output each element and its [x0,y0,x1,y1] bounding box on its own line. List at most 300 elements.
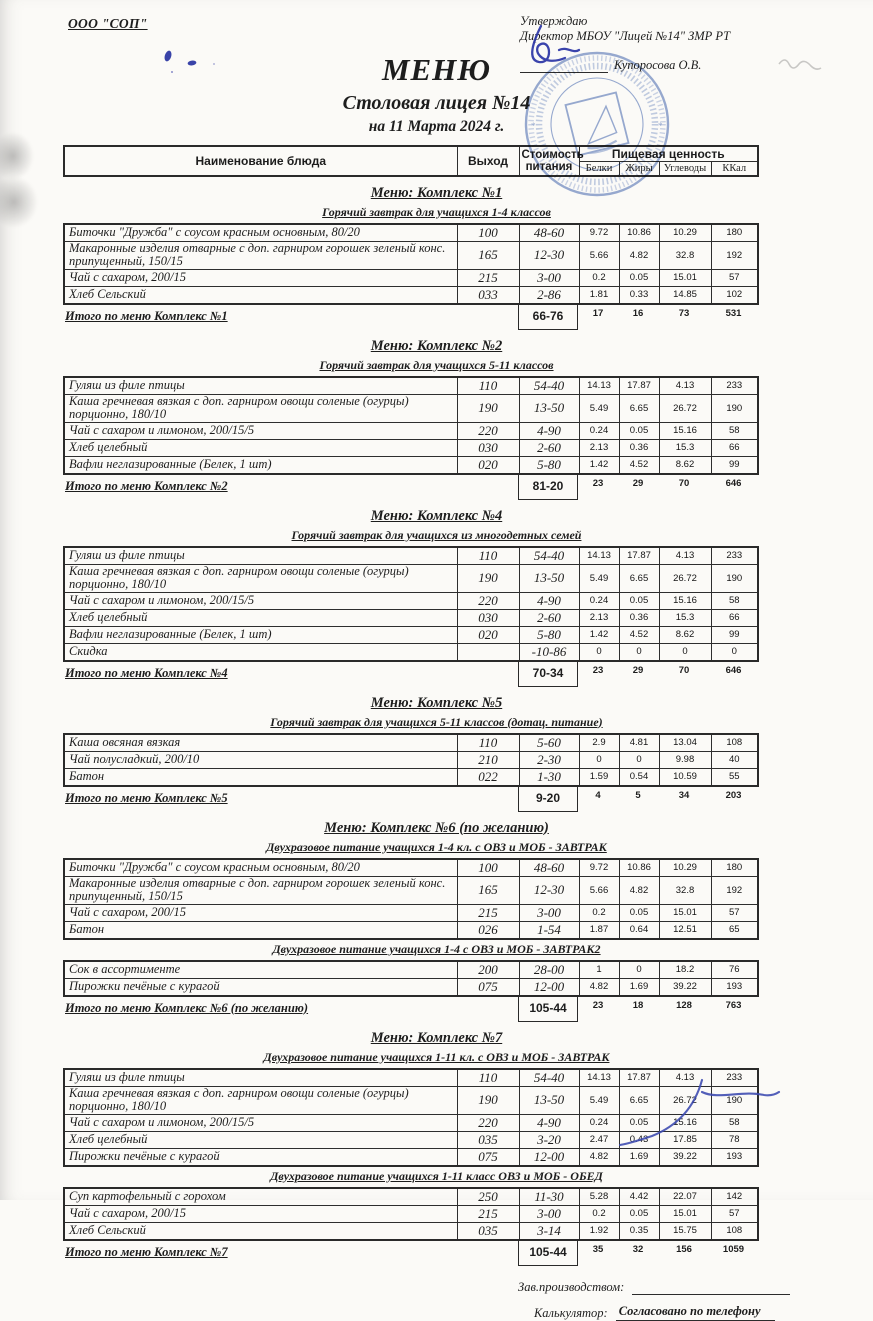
total-fat: 29 [632,477,644,489]
protein-cell: 2.9 [579,734,619,752]
section-subtitle: Двухразовое питание учащихся 1-4 с ОВЗ и МОБ - ЗАВТРАК2 [272,941,601,956]
dish-out-cell: 250 [457,1188,519,1206]
carbs-cell: 10.59 [659,768,711,786]
org-label: ООО "СОП" [68,16,148,31]
col-header-carbs: Углеводы [659,162,711,176]
section-total-row [63,787,757,812]
scan-smudge [0,132,34,180]
section-title: Меню: Комплекс №1 [370,184,503,201]
dish-row [64,377,758,395]
kcal-cell: 99 [711,626,758,643]
fat-cell: 0.43 [619,1131,659,1148]
dish-price-cell: 3-20 [519,1131,579,1148]
fat-cell: 0.05 [619,1114,659,1131]
fat-cell: 0.54 [619,768,659,786]
calculator-value: Согласовано по телефону [616,1304,775,1321]
dish-row [64,564,758,592]
section-subtitle: Двухразовое питание учащихся 1-4 кл. с ОВЗ и МОБ - ЗАВТРАК [266,839,607,854]
protein-cell: 0 [579,643,619,661]
fat-cell: 17.87 [619,1069,659,1087]
dish-name-cell: Хлеб Сельский [64,1222,457,1240]
dish-name-cell: Чай полусладкий, 200/10 [64,751,457,768]
total-kcal: 531 [725,307,742,319]
dish-name-cell: Хлеб целебный [64,439,457,456]
total-label: Итого по меню Комплекс №1 [65,308,228,323]
dish-name-cell: Гуляш из филе птицы [64,547,457,565]
fat-cell: 0.36 [619,609,659,626]
fat-cell: 4.52 [619,456,659,474]
dish-price-cell: 5-80 [519,456,579,474]
protein-cell: 5.49 [579,394,619,422]
kcal-cell: 190 [711,394,758,422]
dish-name-cell: Чай с сахаром и лимоном, 200/15/5 [64,422,457,439]
kcal-cell: 193 [711,978,758,996]
kcal-cell: 66 [711,439,758,456]
fat-cell: 0 [619,643,659,661]
carbs-cell: 32.8 [659,241,711,269]
approval-block [520,14,730,73]
section-total-row [63,1241,757,1266]
dish-name-cell: Чай с сахаром и лимоном, 200/15/5 [64,1114,457,1131]
total-carbs: 73 [678,307,690,319]
fat-cell: 17.87 [619,377,659,395]
fat-cell: 0 [619,961,659,979]
dish-name-cell: Гуляш из филе птицы [64,1069,457,1087]
fat-cell: 4.81 [619,734,659,752]
svg-text:*: * [531,121,536,131]
total-label: Итого по меню Комплекс №5 [65,790,228,805]
section-total-row [63,997,757,1022]
kcal-cell: 57 [711,1205,758,1222]
dish-price-cell: 54-40 [519,377,579,395]
dish-price-cell: 4-90 [519,1114,579,1131]
fat-cell: 6.65 [619,1086,659,1114]
total-carbs: 34 [678,789,690,801]
total-protein: 4 [595,789,601,801]
total-protein: 23 [592,664,604,676]
fat-cell: 0.35 [619,1222,659,1240]
dish-out-cell: 220 [457,592,519,609]
dish-price-cell: 12-30 [519,876,579,904]
dish-price-cell: -10-86 [519,643,579,661]
dish-price-cell: 12-00 [519,978,579,996]
carbs-cell: 15.01 [659,1205,711,1222]
menu-dish-table [63,858,759,940]
carbs-cell: 15.01 [659,269,711,286]
fat-cell: 1.69 [619,978,659,996]
carbs-cell: 26.72 [659,394,711,422]
protein-cell: 1.87 [579,921,619,939]
section-subtitle: Горячий завтрак для учащихся 5-11 классов (дотац. питание) [270,714,603,729]
fat-cell: 0.33 [619,286,659,304]
menu-section [0,820,873,1022]
dish-out-cell: 210 [457,751,519,768]
total-price: 70-34 [518,662,578,687]
manager-signature-line [632,1281,790,1295]
total-carbs: 70 [678,664,690,676]
total-fat: 29 [632,664,644,676]
kcal-cell: 66 [711,609,758,626]
carbs-cell: 15.16 [659,422,711,439]
section-title: Меню: Комплекс №6 (по желанию) [324,819,549,836]
kcal-cell: 233 [711,1069,758,1087]
page-title: МЕНЮ [381,52,492,87]
menu-section [0,695,873,812]
dish-out-cell: 165 [457,876,519,904]
carbs-cell: 4.13 [659,377,711,395]
dish-out-cell: 020 [457,626,519,643]
protein-cell: 4.82 [579,1148,619,1166]
carbs-cell: 22.07 [659,1188,711,1206]
protein-cell: 5.49 [579,1086,619,1114]
total-label: Итого по меню Комплекс №7 [65,1244,228,1259]
dish-price-cell: 2-60 [519,439,579,456]
kcal-cell: 233 [711,377,758,395]
dish-row [64,439,758,456]
dish-out-cell: 075 [457,1148,519,1166]
total-fat: 5 [635,789,641,801]
total-carbs: 70 [678,477,690,489]
dish-name-cell: Батон [64,921,457,939]
dish-price-cell: 2-30 [519,751,579,768]
dish-price-cell: 12-00 [519,1148,579,1166]
col-header-fat: Жиры [619,162,659,176]
dish-price-cell: 54-40 [519,547,579,565]
total-price: 105-44 [518,997,578,1022]
menu-section [0,508,873,687]
menu-dish-table [63,546,759,662]
dish-row [64,241,758,269]
dish-name-cell: Пирожки печёные с курагой [64,1148,457,1166]
col-header-nutrition: Пищевая ценность [579,146,758,162]
carbs-cell: 15.3 [659,609,711,626]
dish-out-cell: 200 [457,961,519,979]
carbs-cell: 18.2 [659,961,711,979]
dish-name-cell: Хлеб целебный [64,1131,457,1148]
dish-name-cell: Макаронные изделия отварные с доп. гарниром горошек зеленый конс. припущенный, 150/15 [64,241,457,269]
kcal-cell: 108 [711,734,758,752]
kcal-cell: 58 [711,422,758,439]
kcal-cell: 55 [711,768,758,786]
protein-cell: 1 [579,961,619,979]
fat-cell: 10.86 [619,859,659,877]
menu-dish-table [63,733,759,787]
fat-cell: 0.05 [619,904,659,921]
section-title: Меню: Комплекс №4 [370,507,503,524]
dish-row [64,1086,758,1114]
carbs-cell: 10.29 [659,224,711,242]
dish-name-cell: Чай с сахаром, 200/15 [64,904,457,921]
dish-out-cell: 022 [457,768,519,786]
section-total-row [63,662,757,687]
carbs-cell: 15.3 [659,439,711,456]
fat-cell: 0.36 [619,439,659,456]
menu-dish-table [63,1068,759,1167]
dish-price-cell: 28-00 [519,961,579,979]
dish-name-cell: Биточки "Дружба" с соусом красным основным, 80/20 [64,224,457,242]
protein-cell: 0.2 [579,904,619,921]
dish-out-cell: 215 [457,904,519,921]
dish-out-cell: 026 [457,921,519,939]
total-kcal: 646 [725,664,742,676]
dish-out-cell: 165 [457,241,519,269]
section-subtitle: Горячий завтрак для учащихся 1-4 классов [322,204,551,219]
carbs-cell: 8.62 [659,626,711,643]
carbs-cell: 13.04 [659,734,711,752]
fat-cell: 0.64 [619,921,659,939]
fat-cell: 0.05 [619,1205,659,1222]
column-header-table [63,145,759,177]
dish-out-cell: 110 [457,377,519,395]
dish-row [64,547,758,565]
dish-price-cell: 2-86 [519,286,579,304]
dish-out-cell: 030 [457,439,519,456]
dish-price-cell: 5-60 [519,734,579,752]
protein-cell: 5.49 [579,564,619,592]
kcal-cell: 99 [711,456,758,474]
dish-row [64,876,758,904]
protein-cell: 2.47 [579,1131,619,1148]
carbs-cell: 9.98 [659,751,711,768]
protein-cell: 2.13 [579,609,619,626]
dish-name-cell: Сок в ассортименте [64,961,457,979]
kcal-cell: 233 [711,547,758,565]
carbs-cell: 12.51 [659,921,711,939]
menu-section [0,338,873,500]
fat-cell: 4.42 [619,1188,659,1206]
protein-cell: 5.28 [579,1188,619,1206]
dish-out-cell: 190 [457,564,519,592]
dish-price-cell: 3-14 [519,1222,579,1240]
dish-out-cell: 220 [457,422,519,439]
dish-row [64,978,758,996]
carbs-cell: 39.22 [659,1148,711,1166]
menu-section [0,1030,873,1266]
fat-cell: 0.05 [619,422,659,439]
dish-row [64,1222,758,1240]
dish-price-cell: 2-60 [519,609,579,626]
dish-price-cell: 1-54 [519,921,579,939]
total-protein: 23 [592,477,604,489]
dish-price-cell: 12-30 [519,241,579,269]
section-subtitle: Горячий завтрак для учащихся из многодетных семей [291,527,582,542]
section-title: Меню: Комплекс №2 [370,337,503,354]
kcal-cell: 58 [711,592,758,609]
protein-cell: 5.66 [579,241,619,269]
dish-price-cell: 4-90 [519,422,579,439]
dish-row [64,609,758,626]
carbs-cell: 14.85 [659,286,711,304]
total-price: 105-44 [518,1241,578,1266]
protein-cell: 0.24 [579,592,619,609]
total-protein: 23 [592,999,604,1011]
kcal-cell: 102 [711,286,758,304]
dish-row [64,859,758,877]
carbs-cell: 32.8 [659,876,711,904]
carbs-cell: 26.72 [659,1086,711,1114]
dish-name-cell: Батон [64,768,457,786]
total-protein: 35 [592,1243,604,1255]
protein-cell: 1.42 [579,626,619,643]
dish-name-cell: Скидка [64,643,457,661]
protein-cell: 1.59 [579,768,619,786]
protein-cell: 9.72 [579,224,619,242]
dish-price-cell: 3-00 [519,269,579,286]
total-label: Итого по меню Комплекс №2 [65,478,228,493]
menu-date: на 11 Марта 2024 г. [368,118,505,135]
dish-name-cell: Пирожки печёные с курагой [64,978,457,996]
dish-row [64,921,758,939]
dish-row [64,269,758,286]
dish-row [64,286,758,304]
dish-price-cell: 1-30 [519,768,579,786]
protein-cell: 14.13 [579,1069,619,1087]
section-subtitle: Горячий завтрак для учащихся 5-11 классов [319,357,554,372]
director-signature-line [520,60,608,73]
dish-name-cell: Чай с сахаром и лимоном, 200/15/5 [64,592,457,609]
protein-cell: 1.42 [579,456,619,474]
col-header-out: Выход [457,146,519,176]
dish-name-cell: Хлеб целебный [64,609,457,626]
dish-out-cell: 030 [457,609,519,626]
dish-name-cell: Каша гречневая вязкая с доп. гарниром овощи соленые (огурцы) порционно, 180/10 [64,394,457,422]
dish-out-cell [457,643,519,661]
calculator-label: Калькулятор: [534,1305,608,1320]
total-kcal: 763 [725,999,742,1011]
carbs-cell: 15.16 [659,1114,711,1131]
protein-cell: 0.2 [579,1205,619,1222]
carbs-cell: 17.85 [659,1131,711,1148]
protein-cell: 2.13 [579,439,619,456]
dish-out-cell: 110 [457,1069,519,1087]
total-price: 81-20 [518,475,578,500]
kcal-cell: 192 [711,241,758,269]
dish-name-cell: Чай с сахаром, 200/15 [64,269,457,286]
dish-price-cell: 48-60 [519,859,579,877]
dish-price-cell: 3-00 [519,904,579,921]
total-fat: 16 [632,307,644,319]
dish-row [64,626,758,643]
dish-out-cell: 035 [457,1131,519,1148]
total-fat: 18 [632,999,644,1011]
dish-row [64,224,758,242]
dish-row [64,751,758,768]
dish-out-cell: 215 [457,1205,519,1222]
col-header-kcal: ККал [711,162,758,176]
protein-cell: 1.81 [579,286,619,304]
dish-out-cell: 190 [457,394,519,422]
carbs-cell: 4.13 [659,547,711,565]
total-kcal: 1059 [722,1243,745,1255]
menu-dish-table [63,960,759,997]
dish-name-cell: Каша гречневая вязкая с доп. гарниром овощи соленые (огурцы) порционно, 180/10 [64,564,457,592]
dish-name-cell: Макаронные изделия отварные с доп. гарниром горошек зеленый конс. припущенный, 150/15 [64,876,457,904]
dish-row [64,394,758,422]
dish-out-cell: 190 [457,1086,519,1114]
kcal-cell: 142 [711,1188,758,1206]
dish-out-cell: 110 [457,734,519,752]
dish-name-cell: Каша овсяная вязкая [64,734,457,752]
dish-row [64,422,758,439]
fat-cell: 1.69 [619,1148,659,1166]
total-label: Итого по меню Комплекс №4 [65,665,228,680]
director-line: Директор МБОУ "Лицей №14" ЗМР РТ [520,29,731,43]
dish-price-cell: 13-50 [519,564,579,592]
carbs-cell: 15.16 [659,592,711,609]
svg-text:*: * [658,121,663,131]
dish-name-cell: Гуляш из филе птицы [64,377,457,395]
total-kcal: 646 [725,477,742,489]
dish-price-cell: 13-50 [519,394,579,422]
dish-out-cell: 220 [457,1114,519,1131]
menu-dish-table [63,376,759,475]
dish-row [64,768,758,786]
kcal-cell: 76 [711,961,758,979]
fat-cell: 0.05 [619,269,659,286]
protein-cell: 9.72 [579,859,619,877]
kcal-cell: 58 [711,1114,758,1131]
dish-name-cell: Каша гречневая вязкая с доп. гарниром овощи соленые (огурцы) порционно, 180/10 [64,1086,457,1114]
dish-price-cell: 54-40 [519,1069,579,1087]
dish-out-cell: 215 [457,269,519,286]
protein-cell: 0.2 [579,269,619,286]
section-total-row [63,475,757,500]
kcal-cell: 0 [711,643,758,661]
fat-cell: 6.65 [619,394,659,422]
dish-out-cell: 033 [457,286,519,304]
fat-cell: 0.05 [619,592,659,609]
dish-name-cell: Хлеб Сельский [64,286,457,304]
dish-name-cell: Вафли неглазированные (Белек, 1 шт) [64,626,457,643]
total-carbs: 156 [676,1243,692,1255]
dish-row [64,734,758,752]
total-kcal: 203 [725,789,742,801]
dish-row [64,1148,758,1166]
dish-out-cell: 020 [457,456,519,474]
dish-row [64,1131,758,1148]
kcal-cell: 108 [711,1222,758,1240]
kcal-cell: 193 [711,1148,758,1166]
dish-price-cell: 13-50 [519,1086,579,1114]
kcal-cell: 57 [711,269,758,286]
protein-cell: 14.13 [579,377,619,395]
section-subtitle: Двухразовое питание учащихся 1-11 кл. с ОВЗ и МОБ - ЗАВТРАК [263,1049,610,1064]
total-price: 9-20 [518,787,578,812]
dish-row [64,643,758,661]
col-header-protein: Белки [579,162,619,176]
protein-cell: 0.24 [579,1114,619,1131]
dish-row [64,1114,758,1131]
fat-cell: 17.87 [619,547,659,565]
dish-row [64,592,758,609]
menu-section [0,185,873,330]
kcal-cell: 65 [711,921,758,939]
section-title: Меню: Комплекс №7 [370,1029,503,1046]
carbs-cell: 10.29 [659,859,711,877]
carbs-cell: 26.72 [659,564,711,592]
kcal-cell: 192 [711,876,758,904]
dish-name-cell: Вафли неглазированные (Белек, 1 шт) [64,456,457,474]
fat-cell: 0 [619,751,659,768]
dish-row [64,1205,758,1222]
kcal-cell: 180 [711,859,758,877]
footer-block [518,1280,790,1321]
dish-row [64,961,758,979]
total-carbs: 128 [676,999,692,1011]
carbs-cell: 0 [659,643,711,661]
fat-cell: 4.52 [619,626,659,643]
dish-name-cell: Биточки "Дружба" с соусом красным основным, 80/20 [64,859,457,877]
